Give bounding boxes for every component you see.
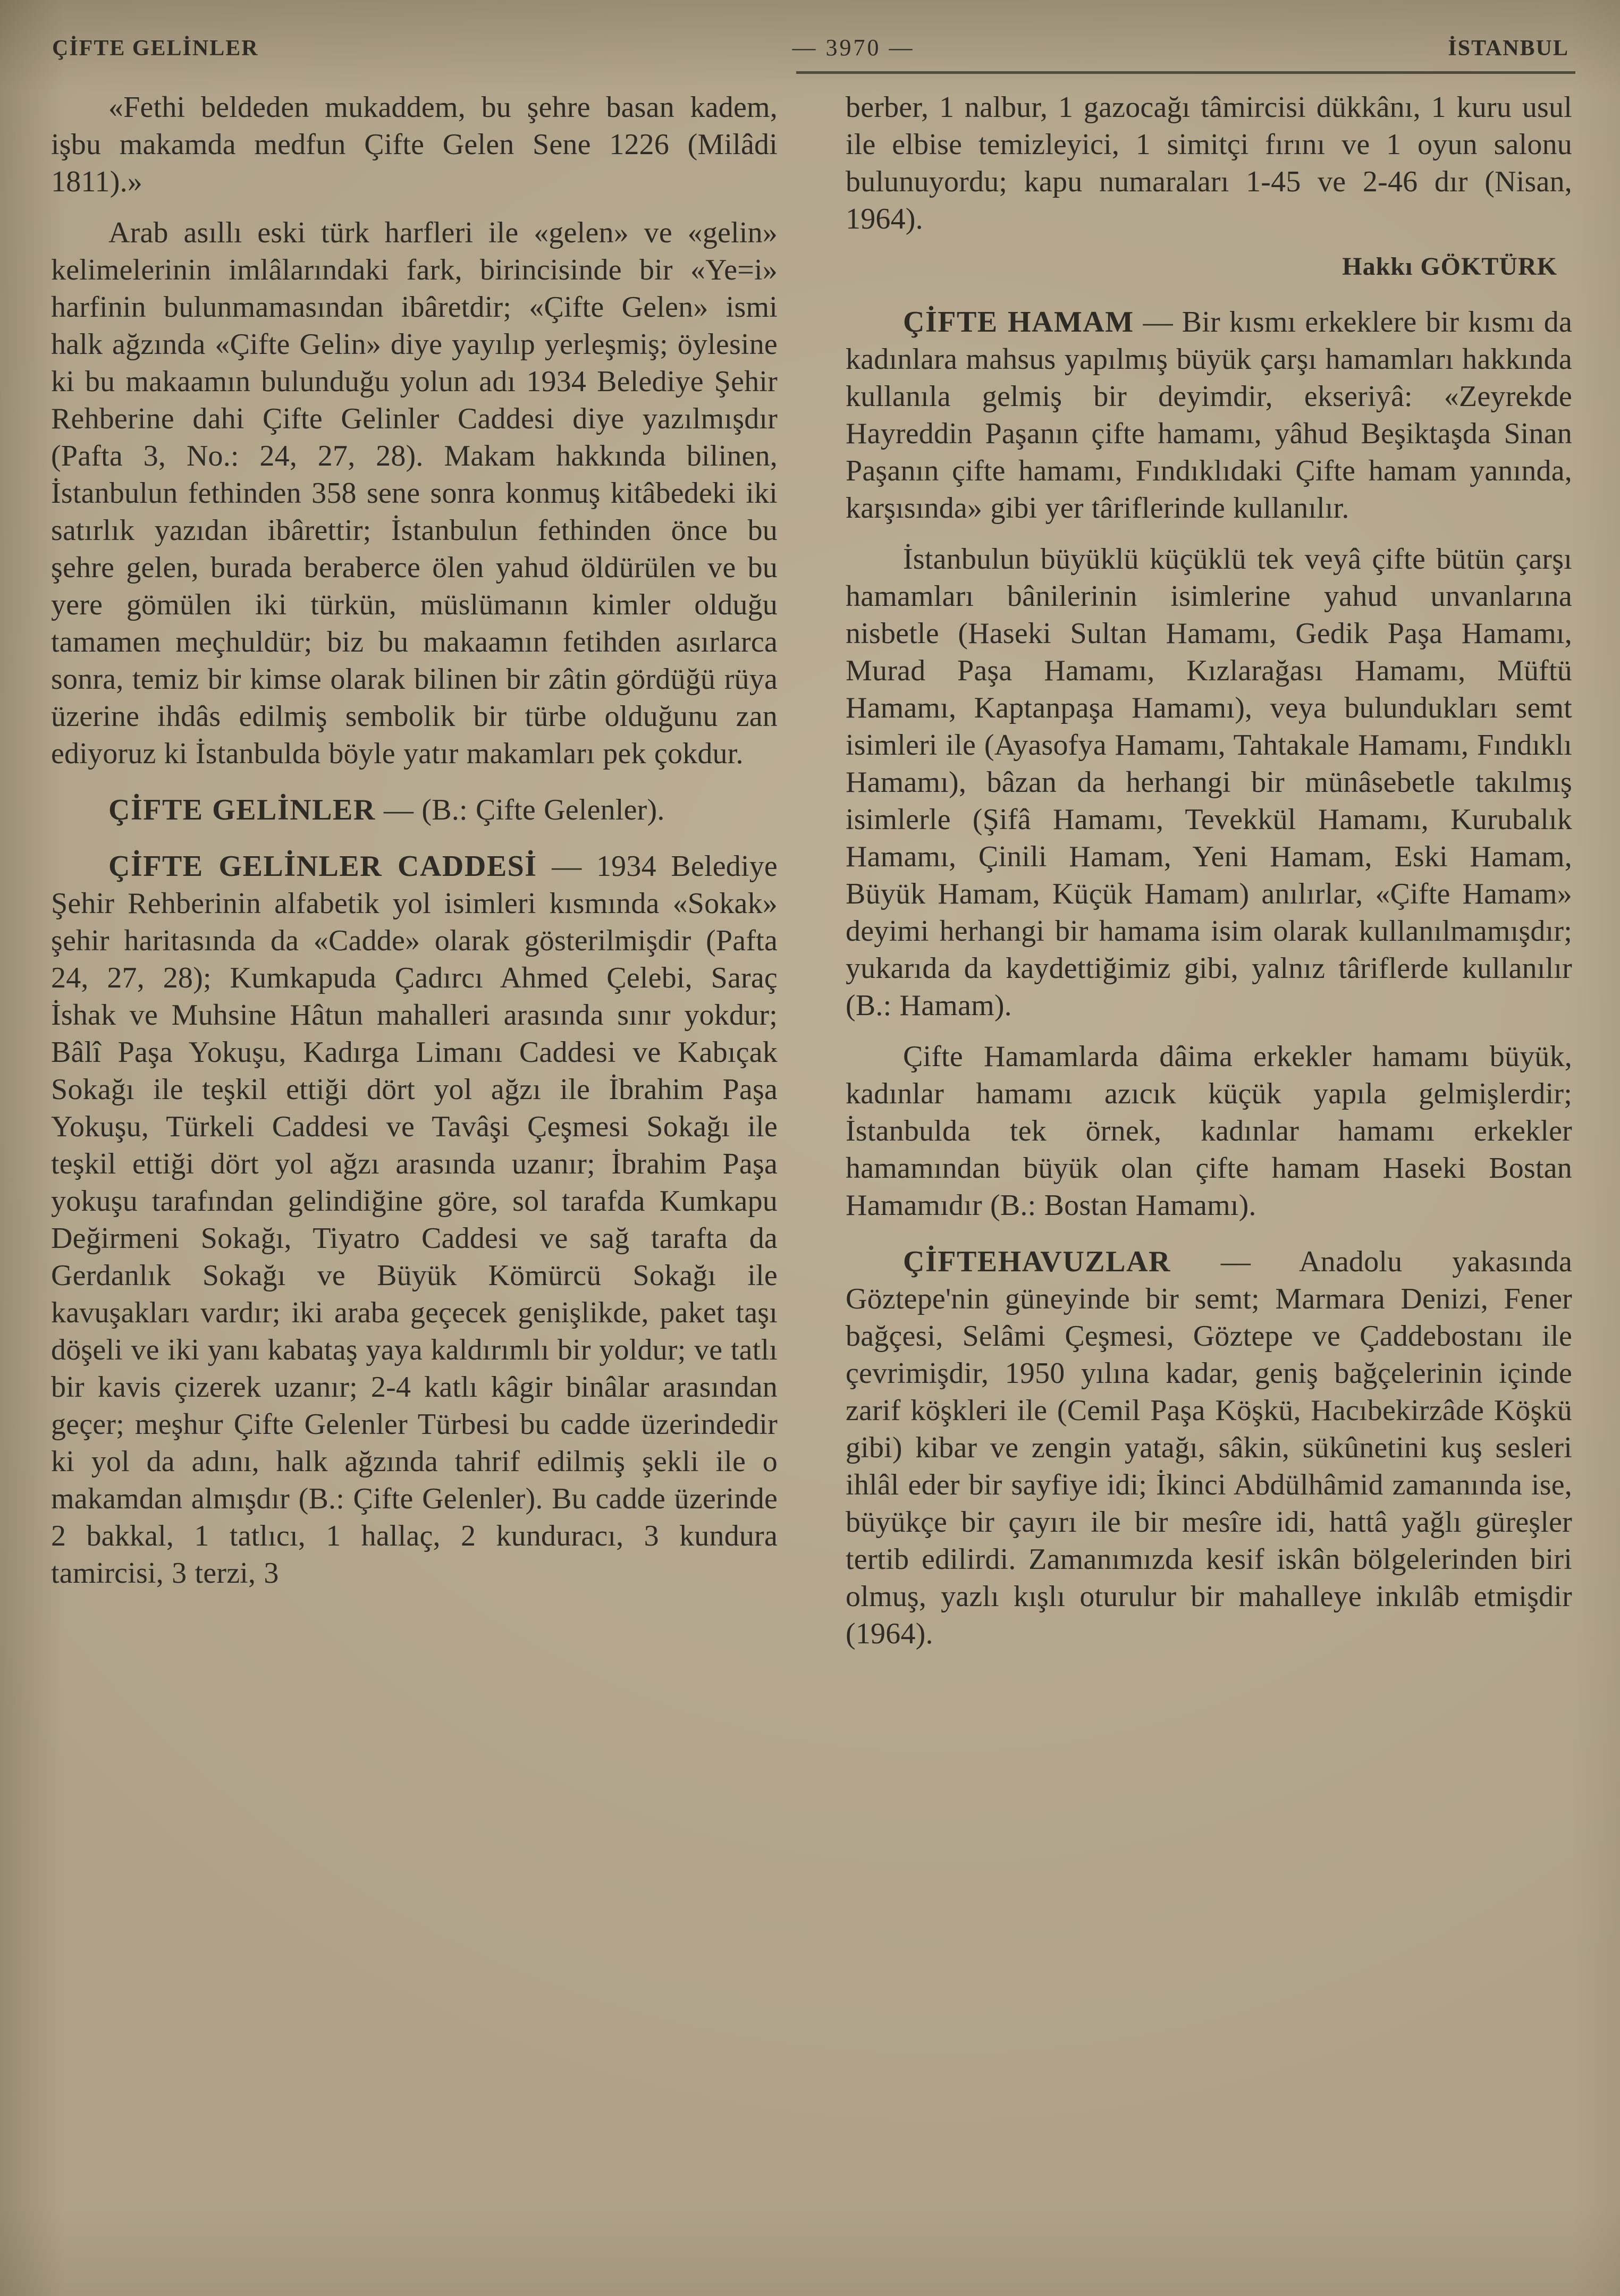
paragraph: İstanbulun büyüklü küçüklü tek veyâ çifte bütün çarşı hamamları bânilerinin isimlerine yahud unvanlarına nisbetle (Haseki Sultan Hamamı, Gedik Paşa Hamamı, Murad Paşa Hamamı, Kızlarağası Hamamı, Müftü Hamamı, Kaptanpaşa Hamamı), veya bulundukları semt isimleri ile (Ayasofya Hamamı, Tahtakale Hamamı, Fındıklı Hamamı), bâzan da herhangi bir münâsebetle takılmış isimlerle (Şifâ Hamamı, Tevekkül Hamamı, Kurubalık Hamamı, Çinili Hamam, Yeni Hamam, Eski Hamam, Büyük Hamam, Küçük Hamam) anılırlar, «Çifte Hamam» deyimi herhangi bir hamama isim olarak kullanılmamışdır; yukarıda da kaydettiğimiz gibi, yalnız târiflerde kullanılır (B.: Hamam). <box>846 543 1572 1022</box>
paragraph: Arab asıllı eski türk harfleri ile «gelen» ve «gelin» kelimelerinin imlâlarındaki fark, birincisinde bir «Ye=i» harfinin bulunmamasından ibâretdir; «Çifte Gelen» ismi halk ağzında «Çifte Gelin» diye yayılıp yerleşmiş; öylesine ki bu makaamın bulunduğu yolun adı 1934 Belediye Şehir Rehberine dahi Çifte Gelinler Caddesi diye yazılmışdır (Pafta 3, No.: 24, 27, 28). Makam hakkında bilinen, İstanbulun fethinden 358 sene sonra konmuş kitâbedeki iki satırlık yazıdan ibârettir; İstanbulun fethinden önce bu şehre gelen, burada beraberce ölen yahud öldürülen ve bu yere gömülen iki türkün, müslümanın kimler olduğu tamamen meçhuldür; biz bu makaamın fetihden asırlarca sonra, temiz bir kimse olarak bilinen bir zâtin gördüğü rüya üzerine ihdâs edilmiş sembolik bir türbe olduğunu zan ediyoruz ki İstanbulda böyle yatır makamları pek çokdur. <box>51 216 778 770</box>
paragraph: «Fethi beldeden mukaddem, bu şehre basan kadem, işbu makamda medfun Çifte Gelen Sene 1226 (Milâdi 1811).» <box>51 91 778 198</box>
entry-headword: ÇİFTE GELİNLER CADDESİ <box>108 850 537 883</box>
entry-paragraph: ÇİFTE GELİNLER CADDESİ — 1934 Belediye Şehir Rehberinin alfabetik yol isimleri kısmında «Sokak» şehir haritasında da «Cadde» olarak gösterilmişdir (Pafta 24, 27, 28); Kumkapuda Çadırcı Ahmed Çelebi, Saraç İshak ve Muhsine Hâtun mahalleri arasında sınır yokdur; Bâlî Paşa Yokuşu, Kadırga Limanı Caddesi ve Kabıçak Sokağı ile teşkil ettiği dört yol ağzı ile İbrahim Paşa Yokuşu, Türkeli Caddesi ve Tavâşi Çeşmesi Sokağı ile teşkil ettiği dört yol ağzı arasında uzanır; İbrahim Paşa yokuşu tarafından gelindiğine göre, sol tarafda Kumkapu Değirmeni Sokağı, Tiyatro Caddesi ve sağ tarafta da Gerdanlık Sokağı ve Büyük Kömürcü Sokağı ile kavuşakları vardır; iki araba geçecek genişlikde, paket taşı döşeli ve iki yanı kabataş yaya kaldırımlı bir yoldur; ve tatlı bir kavis çizerek uzanır; 2-4 katlı kâgir binâlar arasından geçer; meşhur Çifte Gelenler Türbesi bu cadde üzerindedir ki yol da adını, halk ağzında tahrif edilmiş şekli ile o makamdan almışdır (B.: Çifte Gelenler). Bu cadde üzerinde 2 bakkal, 1 tatlıcı, 1 hallaç, 2 kunduracı, 3 kundura tamircisi, 3 terzi, 3 <box>51 850 778 1590</box>
text-column-left <box>51 89 778 1666</box>
continuation-paragraph: berber, 1 nalbur, 1 gazocağı tâmircisi dükkânı, 1 kuru usul ile elbise temizleyici, 1 simitçi fırını ve 1 oyun salonu bulunuyordu; kapu numaraları 1-45 ve 2-46 dır (Nisan, 1964). <box>846 91 1572 235</box>
entry-headword: ÇİFTE HAMAM <box>903 306 1134 339</box>
paragraph: Çifte Hamamlarda dâima erkekler hamamı büyük, kadınlar hamamı azıcık küçük yapıla gelmişlerdir; İstanbulda tek örnek, kadınlar hamamı erkekler hamamından büyük olan çifte hamam Haseki Bostan Hamamıdır (B.: Bostan Hamamı). <box>846 1040 1572 1222</box>
entry-paragraph: ÇİFTEHAVUZLAR — Anadolu yakasında Göztepe'nin güneyinde bir semt; Marmara Denizi, Fener bağçesi, Selâmi Çeşmesi, Göztepe ve Çaddebostanı ile çevrimişdir, 1950 yılına kadar, geniş bağçelerinin içinde zarif köşkleri ile (Cemil Paşa Köşkü, Hacıbekirzâde Köşkü gibi) kibar ve zengin yatağı, sâkin, sükûnetini kuş sesleri ihlâl eder bir sayfiye idi; İkinci Abdülhâmid zamanında ise, büyükçe bir çayırı ile bir mesîre idi, hattâ yağlı güreşler tertib edilirdi. Zamanımızda kesif iskân bölgelerinden biri olmuş, yazlı kışlı oturulur bir mahalleye inkılâb etmişdir (1964). <box>846 1245 1572 1650</box>
author-signature: Hakkı GÖKTÜRK <box>1342 252 1557 281</box>
entry-headword: ÇİFTE GELİNLER <box>108 794 376 826</box>
text-columns <box>51 89 1572 1666</box>
page-header <box>51 34 1572 74</box>
running-title-left: ÇİFTE GELİNLER <box>52 36 259 61</box>
header-rule <box>796 71 1575 74</box>
text-column-right <box>846 89 1572 1666</box>
running-title-right: İSTANBUL <box>1448 36 1569 61</box>
page-number: — 3970 — <box>792 35 915 61</box>
entry-paragraph: ÇİFTE GELİNLER — (B.: Çifte Gelenler). <box>108 794 665 826</box>
entry-headword: ÇİFTEHAVUZLAR <box>903 1245 1171 1278</box>
entry-paragraph: ÇİFTE HAMAM — Bir kısmı erkeklere bir kısmı da kadınlara mahsus yapılmış büyük çarşı hamamları hakkında kullanıla gelmiş bir deyimdir, ekseriyâ: «Zeyrekde Hayreddin Paşanın çifte hamamı, yâhud Beşiktaşda Sinan Paşanın çifte hamamı, Fındıklıdaki Çifte hamam yanında, karşısında» gibi yer târiflerinde kullanılır. <box>846 306 1572 525</box>
